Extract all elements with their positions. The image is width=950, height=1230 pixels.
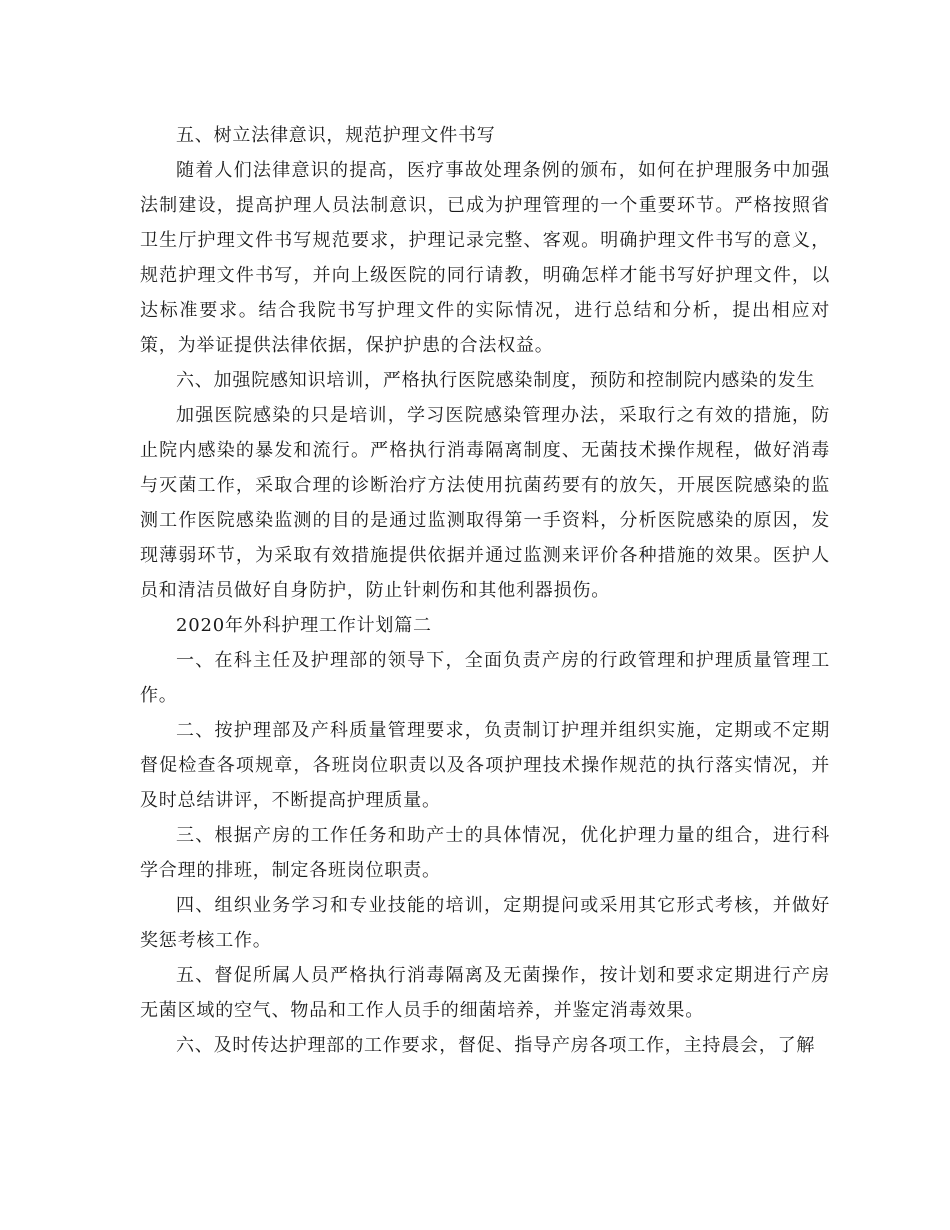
- document-body: [140, 118, 830, 1063]
- paragraph: 二、按护理部及产科质量管理要求，负责制订护理并组织实施，定期或不定期督促检查各项规章，各班岗位职责以及各项护理技术操作规范的执行落实情况，并及时总结讲评，不断提高护理质量。: [140, 720, 830, 811]
- paragraph: 四、组织业务学习和专业技能的培训，定期提问或采用其它形式考核，并做好奖惩考核工作。: [140, 895, 830, 951]
- paragraph: 六、及时传达护理部的工作要求，督促、指导产房各项工作，主持晨会，了解: [176, 1035, 816, 1056]
- paragraph: 一、在科主任及护理部的领导下，全面负责产房的行政管理和护理质量管理工作。: [140, 650, 830, 706]
- paragraph: 三、根据产房的工作任务和助产士的具体情况，优化护理力量的组合，进行科学合理的排班，制定各班岗位职责。: [140, 825, 830, 881]
- document-subtitle: 2020年外科护理工作计划篇二: [176, 615, 432, 636]
- section-heading: 五、树立法律意识，规范护理文件书写: [176, 125, 496, 146]
- paragraph: 随着人们法律意识的提高，医疗事故处理条例的颁布，如何在护理服务中加强法制建设，提高护理人员法制意识，已成为护理管理的一个重要环节。严格按照省卫生厅护理文件书写规范要求，护理记录完整、客观。明确护理文件书写的意义，规范护理文件书写，并向上级医院的同行请教，明确怎样才能书写好护理文件，以达标准要求。结合我院书写护理文件的实际情况，进行总结和分析，提出相应对策，为举证提供法律依据，保护护患的合法权益。: [140, 160, 830, 356]
- paragraph: 五、督促所属人员严格执行消毒隔离及无菌操作，按计划和要求定期进行产房无菌区域的空气、物品和工作人员手的细菌培养，并鉴定消毒效果。: [140, 965, 830, 1021]
- paragraph: 加强医院感染的只是培训，学习医院感染管理办法，采取行之有效的措施，防止院内感染的暴发和流行。严格执行消毒隔离制度、无菌技术操作规程，做好消毒与灭菌工作，采取合理的诊断治疗方法使用抗菌药要有的放矢，开展医院感染的监测工作医院感染监测的目的是通过监测取得第一手资料，分析医院感染的原因，发现薄弱环节，为采取有效措施提供依据并通过监测来评价各种措施的效果。医护人员和清洁员做好自身防护，防止针刺伤和其他利器损伤。: [140, 405, 830, 601]
- section-heading: 六、加强院感知识培训，严格执行医院感染制度，预防和控制院内感染的发生: [176, 370, 816, 391]
